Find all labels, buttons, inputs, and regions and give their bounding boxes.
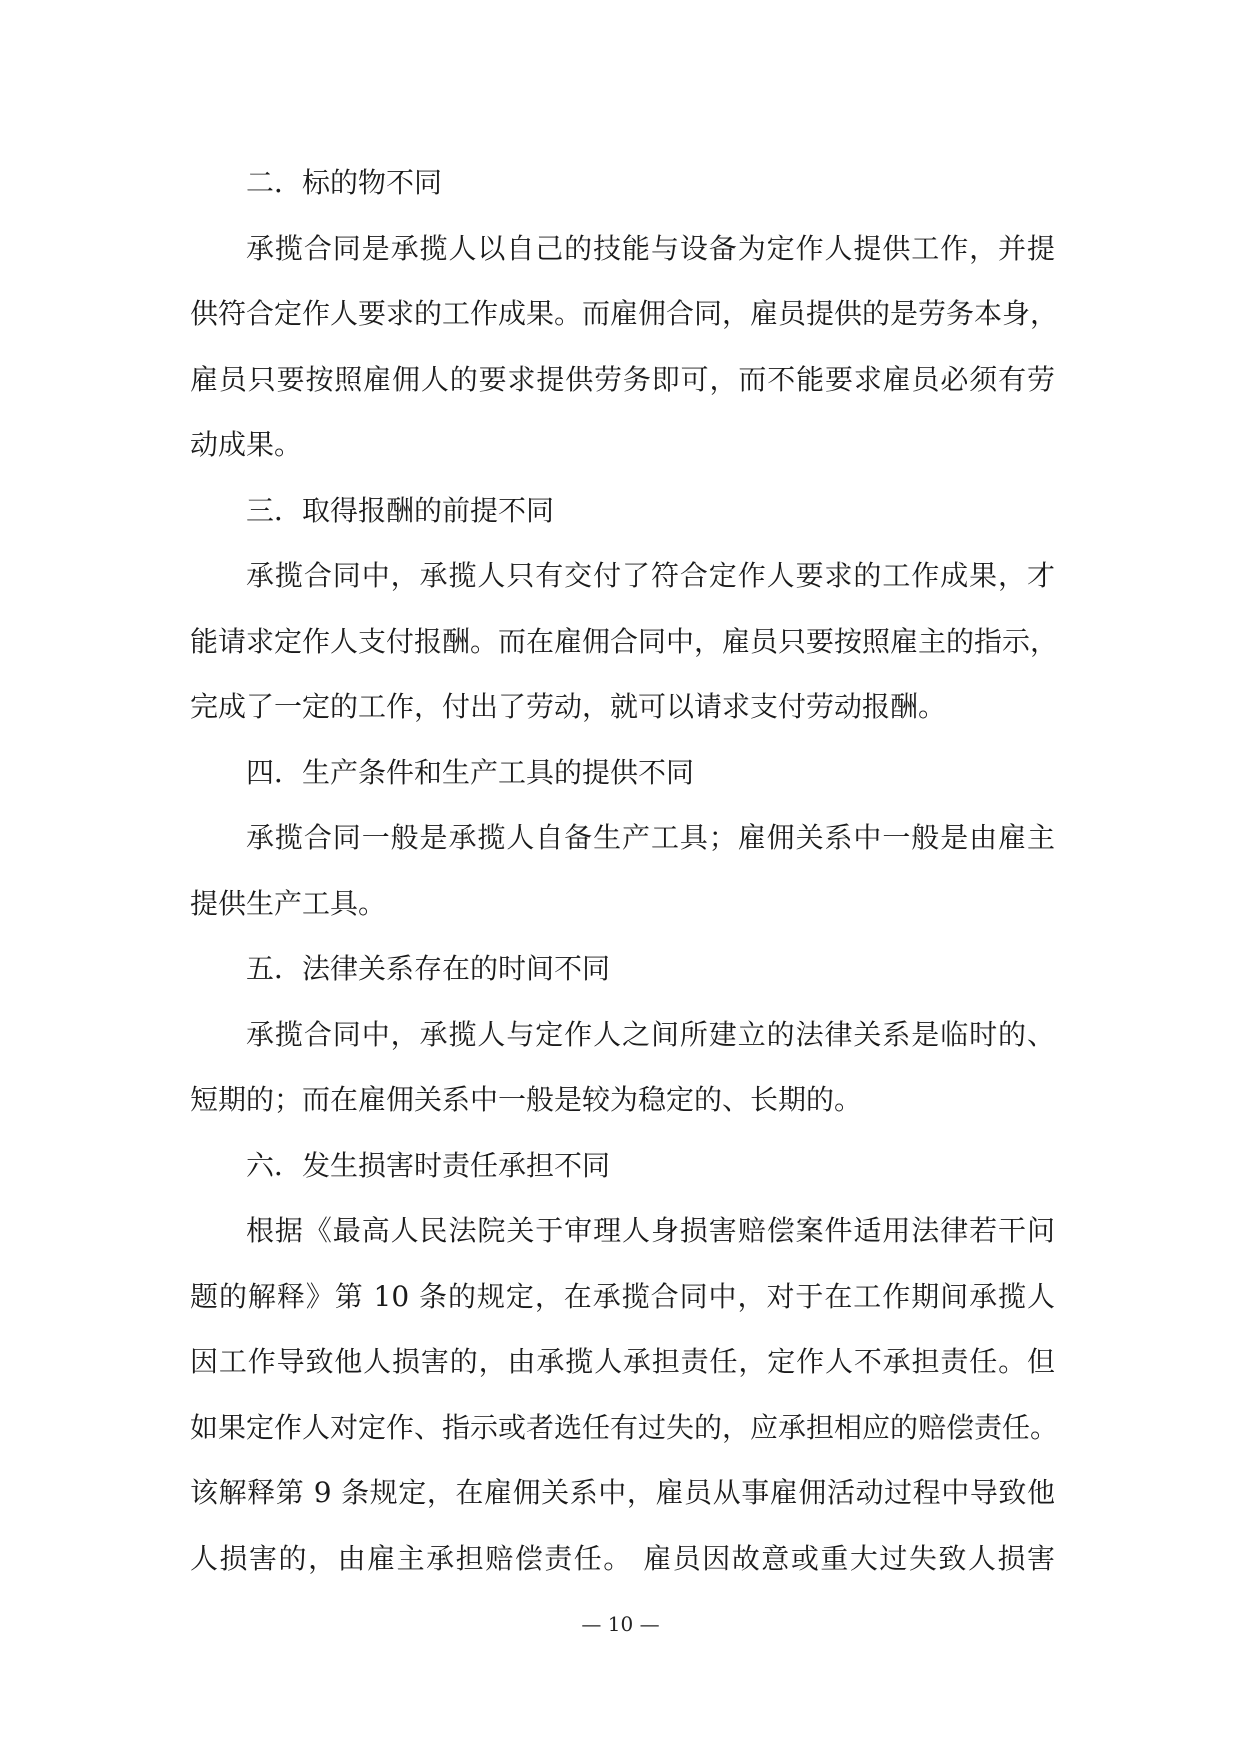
section-heading-2: 二．标的物不同 <box>246 166 443 199</box>
paragraph-line: 完成了一定的工作，付出了劳动，就可以请求支付劳动报酬。 <box>190 690 947 723</box>
paragraph-line: 承揽合同是承揽人以自己的技能与设备为定作人提供工作，并提 <box>246 231 1055 265</box>
paragraph-line: 提供生产工具。 <box>190 886 387 920</box>
document-body <box>190 150 1059 1591</box>
paragraph-line: 题的解释》第 10 条的规定，在承揽合同中，对于在工作期间承揽人 <box>190 1279 1055 1313</box>
paragraph-line: 如果定作人对定作、指示或者选任有过失的，应承担相应的赔偿责任。 <box>190 1410 1059 1444</box>
paragraph-line: 根据《最高人民法院关于审理人身损害赔偿案件适用法律若干问 <box>246 1214 1055 1247</box>
section-heading-4: 四．生产条件和生产工具的提供不同 <box>246 755 695 789</box>
paragraph-line: 承揽合同中，承揽人只有交付了符合定作人要求的工作成果，才 <box>246 559 1055 592</box>
paragraph-line: 人损害的，由雇主承担赔偿责任。 雇员因故意或重大过失致人损害 <box>190 1541 1055 1575</box>
section-heading-5: 五．法律关系存在的时间不同 <box>246 952 611 985</box>
paragraph-line: 承揽合同一般是承揽人自备生产工具；雇佣关系中一般是由雇主 <box>246 821 1055 854</box>
paragraph-line: 因工作导致他人损害的，由承揽人承担责任，定作人不承担责任。但 <box>190 1345 1055 1378</box>
paragraph-line: 供符合定作人要求的工作成果。而雇佣合同，雇员提供的是劳务本身， <box>190 297 1059 330</box>
paragraph-line: 雇员只要按照雇佣人的要求提供劳务即可，而不能要求雇员必须有劳 <box>190 362 1055 396</box>
paragraph-line: 短期的；而在雇佣关系中一般是较为稳定的、长期的。 <box>190 1083 863 1116</box>
section-heading-3: 三．取得报酬的前提不同 <box>246 493 555 527</box>
paragraph-line: 能请求定作人支付报酬。而在雇佣合同中，雇员只要按照雇主的指示， <box>190 624 1059 658</box>
page-number: — 10 — <box>581 1612 660 1636</box>
paragraph-line: 该解释第 9 条规定，在雇佣关系中，雇员从事雇佣活动过程中导致他 <box>190 1476 1055 1509</box>
section-heading-6: 六．发生损害时责任承担不同 <box>246 1148 611 1182</box>
paragraph-line: 动成果。 <box>190 428 303 461</box>
paragraph-line: 承揽合同中，承揽人与定作人之间所建立的法律关系是临时的、 <box>246 1017 1055 1051</box>
